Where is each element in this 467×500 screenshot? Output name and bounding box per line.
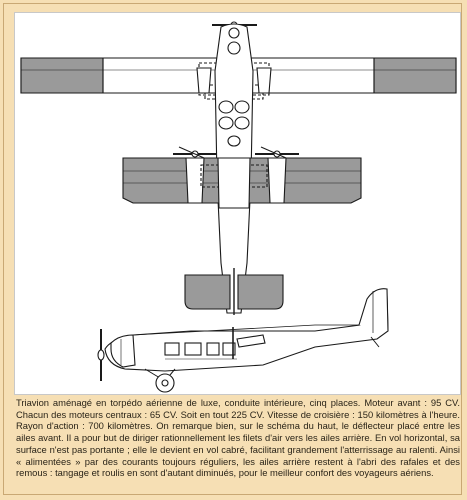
aircraft-drawing-plate [14, 12, 461, 395]
landing-gear-profile [145, 369, 175, 392]
page-frame [3, 3, 462, 495]
figure-caption: Triavion aménagé en torpédo aérienne de luxe, conduite intérieure, cinq places. Moteur avant : 95 CV. Chacun des moteurs centraux : 65 CV. Soit en tout 225 CV. Vitesse de croisière : 150 kilomètres à l'heure. Rayon d'action : 700 kilomètres. On remarque bien, sur le schéma du haut, le déflecteur placé entre les ailes avant. Il a pour but de diriger rationnellement les filets d'air vers les ailes arrière. En vol horizontal, sa surface n'est pas portante ; elle le devient en vol cabré, facilitant grandement l'atterrissage au ralenti. Ainsi « alimentées » par des courants toujours réguliers, les ailes arrière restent à l'abri des rafales et des remous : tangage et roulis en sont d'autant diminués, pour le meilleur confort des voyageurs aériens. [16, 397, 460, 479]
front-propeller-profile [98, 329, 104, 381]
plan-view [21, 22, 456, 315]
tailplane-plan [185, 268, 283, 315]
tail-fin-profile [359, 289, 388, 331]
triavion-plan-and-profile-drawing [15, 13, 462, 396]
